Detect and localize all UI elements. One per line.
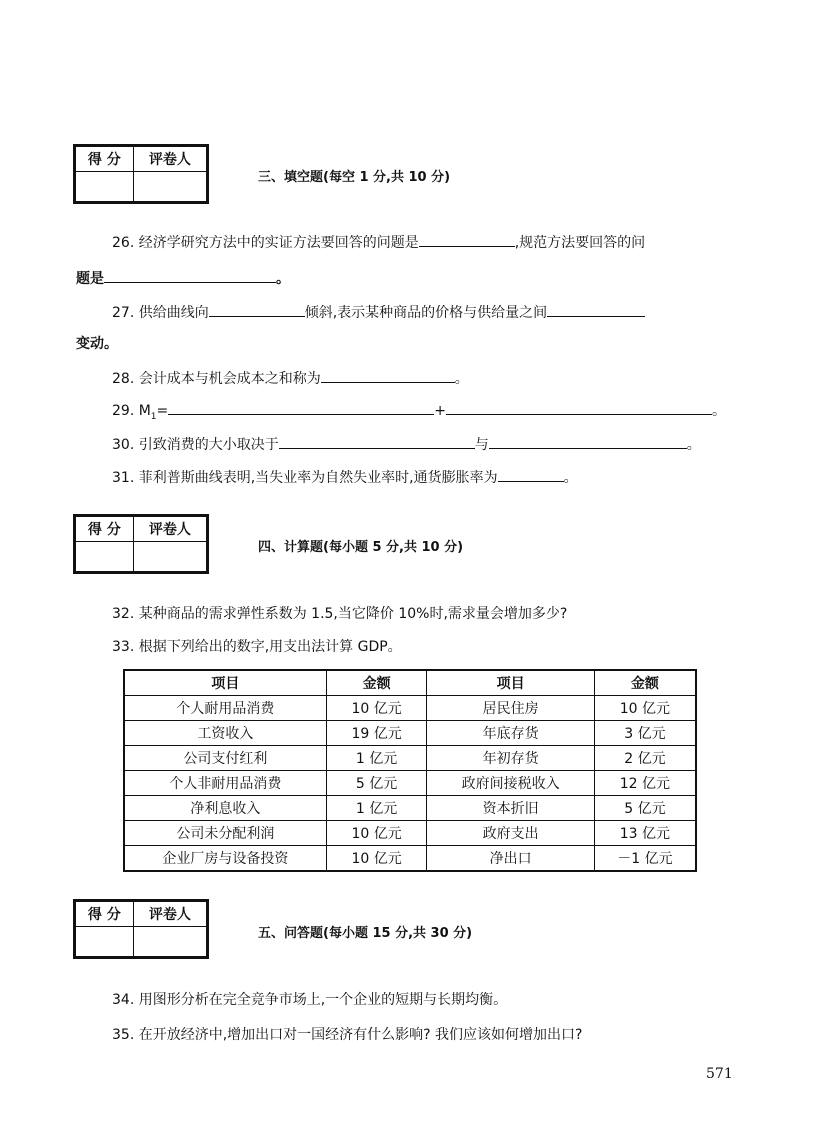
grader-cell[interactable] [133, 172, 206, 202]
table-header-row [124, 670, 696, 696]
question-31: 31. 菲利普斯曲线表明,当失业率为自然失业率时,通货膨胀率为 。 [112, 467, 578, 487]
grader-label: 评卷人 [133, 902, 206, 927]
grader-cell[interactable] [133, 927, 206, 957]
table-header: 金额 [594, 670, 696, 696]
table-cell: 净利息收入 [124, 796, 326, 821]
question-34: 34. 用图形分析在完全竞争市场上,一个企业的短期与长期均衡。 [112, 992, 508, 1008]
table-row [124, 771, 696, 796]
table-cell: 2 亿元 [594, 746, 696, 771]
score-label: 得 分 [76, 147, 134, 172]
table-cell: 12 亿元 [594, 771, 696, 796]
table-header: 项目 [427, 670, 594, 696]
blank-26b[interactable] [104, 268, 276, 283]
table-cell: 1 亿元 [326, 746, 427, 771]
score-box-section4 [73, 514, 209, 574]
table-cell: 3 亿元 [594, 721, 696, 746]
table-cell: 净出口 [427, 846, 594, 872]
score-label: 得 分 [76, 902, 134, 927]
table-row [124, 846, 696, 872]
blank-26a[interactable] [419, 232, 515, 247]
table-cell: 10 亿元 [326, 696, 427, 721]
section3-heading: 三、填空题(每空 1 分,共 10 分) [258, 170, 451, 185]
table-cell: 公司支付红利 [124, 746, 326, 771]
question-32: 32. 某种商品的需求弹性系数为 1.5,当它降价 10%时,需求量会增加多少? [112, 606, 568, 622]
table-cell: 年底存货 [427, 721, 594, 746]
score-cell[interactable] [76, 172, 134, 202]
table-header: 项目 [124, 670, 326, 696]
grader-cell[interactable] [133, 542, 206, 572]
table-row [124, 746, 696, 771]
table-row [124, 796, 696, 821]
table-cell: －1 亿元 [594, 846, 696, 872]
table-cell: 13 亿元 [594, 821, 696, 846]
table-cell: 公司未分配利润 [124, 821, 326, 846]
question-30: 30. 引致消费的大小取决于 与 。 [112, 434, 701, 454]
blank-27b[interactable] [547, 302, 645, 317]
table-row [124, 696, 696, 721]
blank-29b[interactable] [446, 400, 712, 415]
table-row [124, 721, 696, 746]
question-26-cont: 题是 。 [76, 268, 290, 288]
table-cell: 个人非耐用品消费 [124, 771, 326, 796]
question-29: 29. $M_1=$ + 。 [112, 400, 726, 422]
question-27: 27. 供给曲线向 倾斜,表示某种商品的价格与供给量之间 [112, 302, 645, 322]
score-cell[interactable] [76, 927, 134, 957]
table-cell: 10 亿元 [594, 696, 696, 721]
question-26: 26. 经济学研究方法中的实证方法要回答的问题是 ,规范方法要回答的问 [112, 232, 645, 252]
blank-31[interactable] [498, 467, 564, 482]
table-cell: 10 亿元 [326, 846, 427, 872]
table-cell: 1 亿元 [326, 796, 427, 821]
table-cell: 企业厂房与设备投资 [124, 846, 326, 872]
score-box-section3 [73, 144, 209, 204]
score-box-section5 [73, 899, 209, 959]
blank-29a[interactable] [168, 400, 434, 415]
section4-heading: 四、计算题(每小题 5 分,共 10 分) [258, 540, 464, 555]
table-cell: 5 亿元 [594, 796, 696, 821]
question-27-cont: 变动。 [76, 336, 118, 352]
score-cell[interactable] [76, 542, 134, 572]
table-cell: 居民住房 [427, 696, 594, 721]
table-cell: 工资收入 [124, 721, 326, 746]
table-cell: 5 亿元 [326, 771, 427, 796]
blank-28[interactable] [321, 368, 455, 383]
score-label: 得 分 [76, 517, 134, 542]
page-number: 571 [706, 1066, 733, 1082]
table-cell: 政府间接税收入 [427, 771, 594, 796]
table-cell: 10 亿元 [326, 821, 427, 846]
grader-label: 评卷人 [133, 517, 206, 542]
table-row [124, 821, 696, 846]
gdp-data-table [123, 669, 697, 872]
blank-30b[interactable] [489, 434, 687, 449]
section5-heading: 五、问答题(每小题 15 分,共 30 分) [258, 926, 473, 941]
blank-30a[interactable] [279, 434, 475, 449]
table-header: 金额 [326, 670, 427, 696]
grader-label: 评卷人 [133, 147, 206, 172]
question-28: 28. 会计成本与机会成本之和称为 。 [112, 368, 469, 388]
table-cell: 个人耐用品消费 [124, 696, 326, 721]
table-cell: 年初存货 [427, 746, 594, 771]
question-35: 35. 在开放经济中,增加出口对一国经济有什么影响? 我们应该如何增加出口? [112, 1027, 583, 1043]
table-cell: 资本折旧 [427, 796, 594, 821]
blank-27a[interactable] [209, 302, 305, 317]
table-cell: 政府支出 [427, 821, 594, 846]
question-33: 33. 根据下列给出的数字,用支出法计算 GDP。 [112, 639, 402, 655]
table-cell: 19 亿元 [326, 721, 427, 746]
